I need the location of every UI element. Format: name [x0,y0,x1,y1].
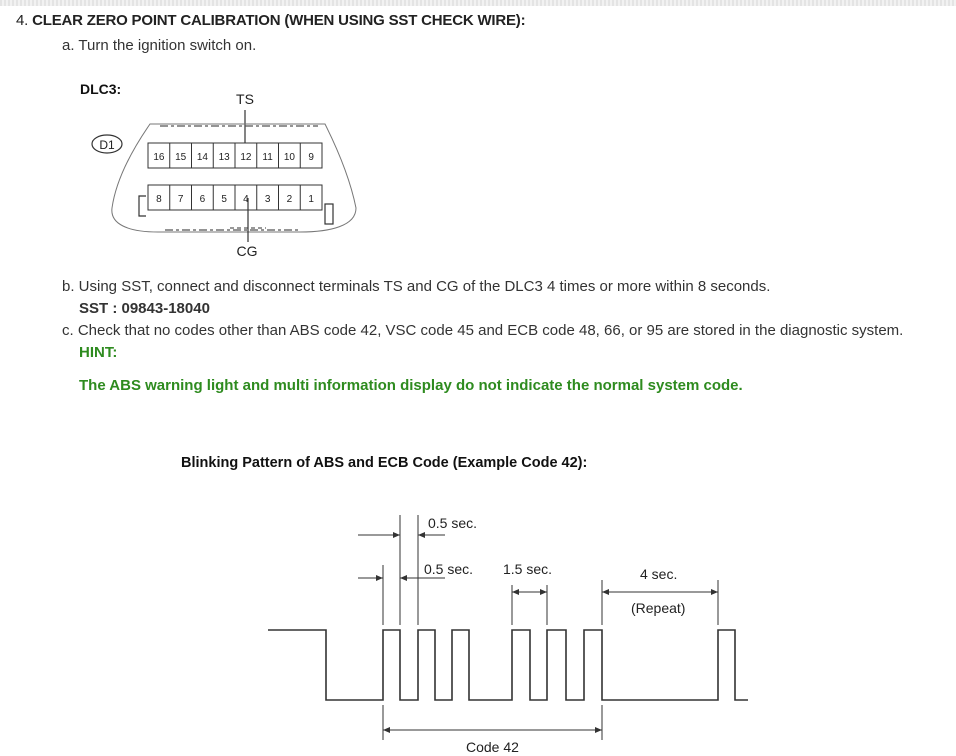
pin-11: 11 [262,152,273,163]
pin-7: 7 [177,194,184,205]
label-4-sec: 4 sec. [640,566,678,582]
pin-6: 6 [199,194,206,205]
cg-label: CG [236,243,258,259]
blink-pattern-diagram [260,505,760,755]
pin-1: 1 [308,194,314,205]
label-0-5-sec-b: 0.5 sec. [424,561,474,577]
pin-3: 3 [264,194,271,205]
pin-12: 12 [240,152,252,163]
pin-16: 16 [153,152,165,163]
ts-label: TS [236,91,254,107]
pin-2: 2 [286,194,293,205]
step-c-text: c. Check that no codes other than ABS code 42, VSC code 45 and ECB code 48, 66, or 95 are stored in the diagnostic system. [62,322,904,339]
label-repeat: (Repeat) [631,600,686,616]
pin-4: 4 [243,194,249,205]
blink-pattern-title: Blinking Pattern of ABS and ECB Code (Example Code 42): [181,455,588,471]
dlc3-label: DLC3: [80,81,122,97]
step-title: CLEAR ZERO POINT CALIBRATION (WHEN USING SST CHECK WIRE): [32,12,526,29]
d1-text: D1 [99,138,115,152]
pin-13: 13 [218,152,230,163]
hint-label: HINT: [79,344,118,361]
label-1-5-sec: 1.5 sec. [503,561,553,577]
hint-text: The ABS warning light and multi information display do not indicate the normal system code. [79,377,743,394]
pin-14: 14 [196,152,208,163]
pin-9: 9 [308,152,314,163]
dlc3-diagram [90,86,370,261]
top-border [0,0,956,6]
pin-15: 15 [175,152,187,163]
step-a-text: a. Turn the ignition switch on. [62,37,257,54]
waveform [268,630,748,700]
step-b-text: b. Using SST, connect and disconnect terminals TS and CG of the DLC3 4 times or more within 8 seconds. [62,278,771,295]
pin-5: 5 [221,194,227,205]
label-0-5-sec-a: 0.5 sec. [428,515,478,531]
pin-8: 8 [156,194,162,205]
pin-10: 10 [283,152,295,163]
step-number: 4. [16,12,29,29]
label-code-42: Code 42 [466,739,519,755]
sst-number: SST : 09843-18040 [79,300,210,317]
step-heading [16,12,525,29]
